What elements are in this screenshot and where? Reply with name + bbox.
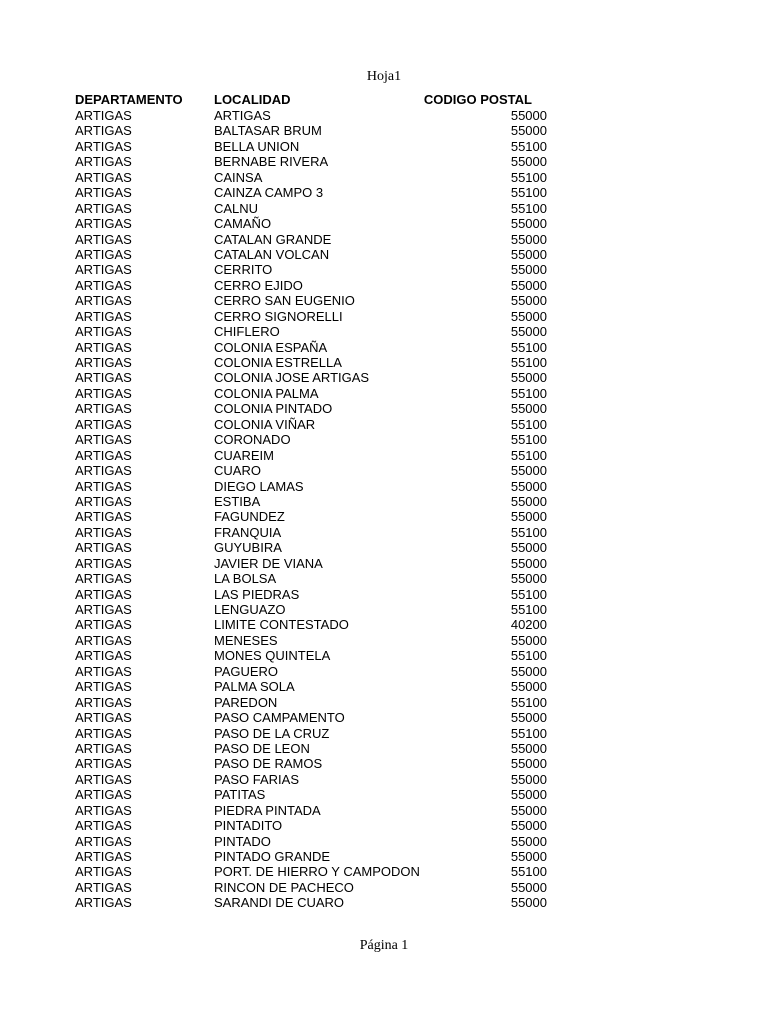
cell-departamento: ARTIGAS bbox=[75, 632, 132, 648]
cell-localidad: CUAREIM bbox=[214, 447, 274, 463]
cell-localidad: JAVIER DE VIANA bbox=[214, 555, 323, 571]
cell-codigo-postal: 55000 bbox=[510, 802, 547, 818]
table-row bbox=[75, 370, 555, 385]
table-row bbox=[75, 324, 555, 339]
table-row bbox=[75, 756, 555, 771]
cell-localidad: CATALAN VOLCAN bbox=[214, 246, 330, 262]
table-row bbox=[75, 123, 555, 138]
cell-codigo-postal: 55000 bbox=[510, 216, 547, 232]
cell-localidad: PASO DE RAMOS bbox=[214, 756, 323, 772]
cell-codigo-postal: 55000 bbox=[510, 478, 547, 494]
cell-departamento: ARTIGAS bbox=[75, 710, 132, 726]
cell-codigo-postal: 55000 bbox=[510, 509, 547, 525]
cell-departamento: ARTIGAS bbox=[75, 833, 132, 849]
cell-departamento: ARTIGAS bbox=[75, 339, 132, 355]
table-row bbox=[75, 247, 555, 262]
cell-departamento: ARTIGAS bbox=[75, 679, 132, 695]
cell-codigo-postal: 55000 bbox=[510, 540, 547, 556]
cell-codigo-postal: 55000 bbox=[510, 555, 547, 571]
cell-departamento: ARTIGAS bbox=[75, 308, 132, 324]
cell-departamento: ARTIGAS bbox=[75, 262, 132, 278]
cell-codigo-postal: 55000 bbox=[510, 493, 547, 509]
table-row bbox=[75, 741, 555, 756]
cell-codigo-postal: 55100 bbox=[510, 586, 547, 602]
cell-departamento: ARTIGAS bbox=[75, 293, 132, 309]
cell-codigo-postal: 55000 bbox=[510, 246, 547, 262]
cell-localidad: PAREDON bbox=[214, 694, 278, 710]
cell-localidad: CHIFLERO bbox=[214, 324, 280, 340]
cell-departamento: ARTIGAS bbox=[75, 463, 132, 479]
cell-departamento: ARTIGAS bbox=[75, 571, 132, 587]
table-row bbox=[75, 679, 555, 694]
cell-localidad: LA BOLSA bbox=[214, 571, 277, 587]
cell-localidad: CATALAN GRANDE bbox=[214, 231, 332, 247]
cell-localidad: CERRO SIGNORELLI bbox=[214, 308, 343, 324]
cell-departamento: ARTIGAS bbox=[75, 185, 132, 201]
cell-localidad: COLONIA ESTRELLA bbox=[214, 355, 342, 370]
sheet-title: Hoja1 bbox=[366, 69, 402, 84]
cell-localidad: GUYUBIRA bbox=[214, 540, 282, 556]
cell-departamento: ARTIGAS bbox=[75, 277, 132, 293]
cell-codigo-postal: 55000 bbox=[510, 108, 547, 123]
cell-localidad: CERRITO bbox=[214, 262, 273, 278]
cell-departamento: ARTIGAS bbox=[75, 216, 132, 232]
table-row bbox=[75, 710, 555, 725]
cell-codigo-postal: 55000 bbox=[510, 771, 547, 787]
table-row bbox=[75, 864, 555, 879]
cell-codigo-postal: 55000 bbox=[510, 787, 547, 803]
cell-localidad: CALNU bbox=[214, 200, 259, 216]
cell-departamento: ARTIGAS bbox=[75, 416, 132, 432]
table-row bbox=[75, 309, 555, 324]
cell-departamento: ARTIGAS bbox=[75, 694, 132, 710]
cell-departamento: ARTIGAS bbox=[75, 447, 132, 463]
cell-departamento: ARTIGAS bbox=[75, 385, 132, 401]
cell-departamento: ARTIGAS bbox=[75, 771, 132, 787]
header-localidad: LOCALIDAD bbox=[214, 92, 291, 107]
cell-localidad: LIMITE CONTESTADO bbox=[214, 617, 349, 633]
cell-localidad: ARTIGAS bbox=[214, 108, 271, 123]
cell-departamento: ARTIGAS bbox=[75, 478, 132, 494]
cell-departamento: ARTIGAS bbox=[75, 355, 132, 370]
cell-localidad: DIEGO LAMAS bbox=[214, 478, 304, 494]
cell-codigo-postal: 55000 bbox=[510, 370, 547, 386]
cell-departamento: ARTIGAS bbox=[75, 401, 132, 417]
cell-localidad: PINTADO bbox=[214, 833, 271, 849]
table-row bbox=[75, 108, 555, 123]
table-row bbox=[75, 787, 555, 802]
cell-localidad: COLONIA PALMA bbox=[214, 385, 319, 401]
cell-departamento: ARTIGAS bbox=[75, 138, 132, 154]
cell-departamento: ARTIGAS bbox=[75, 602, 132, 617]
cell-codigo-postal: 55100 bbox=[510, 864, 547, 880]
table-row bbox=[75, 170, 555, 185]
cell-codigo-postal: 55000 bbox=[510, 401, 547, 417]
header-departamento: DEPARTAMENTO bbox=[75, 92, 183, 107]
cell-codigo-postal: 55100 bbox=[510, 694, 547, 710]
cell-departamento: ARTIGAS bbox=[75, 370, 132, 386]
cell-localidad: BERNABE RIVERA bbox=[214, 154, 329, 170]
cell-localidad: COLONIA JOSE ARTIGAS bbox=[214, 370, 370, 386]
cell-localidad: FRANQUIA bbox=[214, 524, 282, 540]
table-row bbox=[75, 139, 555, 154]
cell-codigo-postal: 55000 bbox=[510, 277, 547, 293]
cell-codigo-postal: 40200 bbox=[510, 617, 547, 633]
table-header-row bbox=[75, 92, 555, 108]
cell-departamento: ARTIGAS bbox=[75, 802, 132, 818]
cell-localidad: CUARO bbox=[214, 463, 261, 479]
cell-codigo-postal: 55100 bbox=[510, 447, 547, 463]
cell-codigo-postal: 55000 bbox=[510, 756, 547, 772]
cell-departamento: ARTIGAS bbox=[75, 648, 132, 664]
table-row bbox=[75, 587, 555, 602]
table-row bbox=[75, 401, 555, 416]
table-row bbox=[75, 571, 555, 586]
cell-departamento: ARTIGAS bbox=[75, 756, 132, 772]
cell-codigo-postal: 55000 bbox=[510, 123, 547, 139]
cell-localidad: RINCON DE PACHECO bbox=[214, 879, 354, 895]
cell-codigo-postal: 55000 bbox=[510, 833, 547, 849]
cell-departamento: ARTIGAS bbox=[75, 849, 132, 864]
cell-departamento: ARTIGAS bbox=[75, 169, 132, 185]
cell-codigo-postal: 55100 bbox=[510, 200, 547, 216]
cell-codigo-postal: 55000 bbox=[510, 262, 547, 278]
table-row bbox=[75, 525, 555, 540]
table-row bbox=[75, 617, 555, 632]
cell-localidad: PASO DE LA CRUZ bbox=[214, 725, 330, 741]
table-row bbox=[75, 834, 555, 849]
table-row bbox=[75, 556, 555, 571]
cell-codigo-postal: 55100 bbox=[510, 138, 547, 154]
cell-codigo-postal: 55100 bbox=[510, 385, 547, 401]
cell-departamento: ARTIGAS bbox=[75, 725, 132, 741]
cell-departamento: ARTIGAS bbox=[75, 787, 132, 803]
table-row bbox=[75, 293, 555, 308]
cell-codigo-postal: 55000 bbox=[510, 463, 547, 479]
cell-codigo-postal: 55100 bbox=[510, 725, 547, 741]
table-row bbox=[75, 726, 555, 741]
cell-localidad: CERRO SAN EUGENIO bbox=[214, 293, 355, 309]
cell-departamento: ARTIGAS bbox=[75, 231, 132, 247]
cell-codigo-postal: 55000 bbox=[510, 632, 547, 648]
cell-localidad: PINTADO GRANDE bbox=[214, 849, 331, 864]
cell-codigo-postal: 55000 bbox=[510, 740, 547, 756]
cell-localidad: ESTIBA bbox=[214, 493, 261, 509]
cell-localidad: PORT. DE HIERRO Y CAMPODON bbox=[214, 864, 420, 880]
cell-codigo-postal: 55100 bbox=[510, 416, 547, 432]
cell-codigo-postal: 55000 bbox=[510, 231, 547, 247]
cell-localidad: CORONADO bbox=[214, 432, 291, 448]
cell-localidad: LAS PIEDRAS bbox=[214, 586, 300, 602]
cell-localidad: FAGUNDEZ bbox=[214, 509, 285, 525]
cell-departamento: ARTIGAS bbox=[75, 540, 132, 556]
cell-codigo-postal: 55000 bbox=[510, 879, 547, 895]
table-row bbox=[75, 633, 555, 648]
cell-localidad: CAINSA bbox=[214, 169, 263, 185]
cell-departamento: ARTIGAS bbox=[75, 524, 132, 540]
table-row bbox=[75, 602, 555, 617]
cell-departamento: ARTIGAS bbox=[75, 740, 132, 756]
cell-departamento: ARTIGAS bbox=[75, 895, 132, 911]
cell-departamento: ARTIGAS bbox=[75, 493, 132, 509]
table-row bbox=[75, 448, 555, 463]
table-row bbox=[75, 509, 555, 524]
cell-codigo-postal: 55100 bbox=[510, 339, 547, 355]
cell-departamento: ARTIGAS bbox=[75, 555, 132, 571]
cell-departamento: ARTIGAS bbox=[75, 200, 132, 216]
cell-departamento: ARTIGAS bbox=[75, 123, 132, 139]
cell-departamento: ARTIGAS bbox=[75, 586, 132, 602]
table-row bbox=[75, 278, 555, 293]
table-row bbox=[75, 432, 555, 447]
table-body bbox=[75, 108, 555, 911]
table-row bbox=[75, 540, 555, 555]
postal-code-table bbox=[75, 92, 555, 911]
cell-localidad: BELLA UNION bbox=[214, 138, 300, 154]
cell-localidad: PASO FARIAS bbox=[214, 771, 300, 787]
table-row bbox=[75, 479, 555, 494]
cell-departamento: ARTIGAS bbox=[75, 432, 132, 448]
cell-localidad: SARANDI DE CUARO bbox=[214, 895, 345, 911]
cell-localidad: CAINZA CAMPO 3 bbox=[214, 185, 324, 201]
cell-codigo-postal: 55100 bbox=[510, 169, 547, 185]
cell-departamento: ARTIGAS bbox=[75, 324, 132, 340]
cell-codigo-postal: 55100 bbox=[510, 648, 547, 664]
cell-localidad: BALTASAR BRUM bbox=[214, 123, 322, 139]
table-row bbox=[75, 417, 555, 432]
cell-localidad: PIEDRA PINTADA bbox=[214, 802, 321, 818]
cell-codigo-postal: 55000 bbox=[510, 849, 547, 864]
cell-codigo-postal: 55100 bbox=[510, 432, 547, 448]
table-row bbox=[75, 216, 555, 231]
cell-localidad: PAGUERO bbox=[214, 663, 279, 679]
cell-localidad: PASO DE LEON bbox=[214, 740, 310, 756]
table-row bbox=[75, 386, 555, 401]
cell-departamento: ARTIGAS bbox=[75, 154, 132, 170]
cell-localidad: COLONIA PINTADO bbox=[214, 401, 333, 417]
table-row bbox=[75, 154, 555, 169]
table-row bbox=[75, 648, 555, 663]
table-row bbox=[75, 340, 555, 355]
cell-codigo-postal: 55000 bbox=[510, 663, 547, 679]
cell-codigo-postal: 55100 bbox=[510, 602, 547, 617]
cell-departamento: ARTIGAS bbox=[75, 108, 132, 123]
header-codigo-postal: CODIGO POSTAL bbox=[423, 92, 532, 107]
cell-localidad: COLONIA ESPAÑA bbox=[214, 339, 328, 355]
cell-codigo-postal: 55000 bbox=[510, 679, 547, 695]
cell-departamento: ARTIGAS bbox=[75, 663, 132, 679]
table-row bbox=[75, 232, 555, 247]
table-row bbox=[75, 463, 555, 478]
cell-localidad: PATITAS bbox=[214, 787, 266, 803]
cell-codigo-postal: 55000 bbox=[510, 154, 547, 170]
cell-localidad: CERRO EJIDO bbox=[214, 277, 303, 293]
cell-codigo-postal: 55100 bbox=[510, 185, 547, 201]
cell-localidad: PALMA SOLA bbox=[214, 679, 295, 695]
table-row bbox=[75, 695, 555, 710]
cell-departamento: ARTIGAS bbox=[75, 818, 132, 834]
cell-departamento: ARTIGAS bbox=[75, 617, 132, 633]
cell-localidad: MENESES bbox=[214, 632, 278, 648]
table-row bbox=[75, 185, 555, 200]
table-row bbox=[75, 355, 555, 370]
table-row bbox=[75, 880, 555, 895]
cell-localidad: CAMAÑO bbox=[214, 216, 272, 232]
cell-codigo-postal: 55000 bbox=[510, 710, 547, 726]
table-row bbox=[75, 664, 555, 679]
cell-codigo-postal: 55100 bbox=[510, 524, 547, 540]
cell-codigo-postal: 55100 bbox=[510, 355, 547, 370]
table-row bbox=[75, 772, 555, 787]
cell-localidad: LENGUAZO bbox=[214, 602, 286, 617]
cell-localidad: PASO CAMPAMENTO bbox=[214, 710, 345, 726]
cell-localidad: PINTADITO bbox=[214, 818, 283, 834]
table-row bbox=[75, 803, 555, 818]
cell-codigo-postal: 55000 bbox=[510, 818, 547, 834]
cell-codigo-postal: 55000 bbox=[510, 324, 547, 340]
cell-codigo-postal: 55000 bbox=[510, 895, 547, 911]
table-row bbox=[75, 849, 555, 864]
cell-localidad: MONES QUINTELA bbox=[214, 648, 331, 664]
table-row bbox=[75, 494, 555, 509]
cell-codigo-postal: 55000 bbox=[510, 308, 547, 324]
cell-codigo-postal: 55000 bbox=[510, 293, 547, 309]
table-row bbox=[75, 201, 555, 216]
table-row bbox=[75, 895, 555, 910]
cell-departamento: ARTIGAS bbox=[75, 879, 132, 895]
table-row bbox=[75, 818, 555, 833]
cell-codigo-postal: 55000 bbox=[510, 571, 547, 587]
page-footer: Página 1 bbox=[359, 938, 409, 953]
cell-departamento: ARTIGAS bbox=[75, 246, 132, 262]
cell-localidad: COLONIA VIÑAR bbox=[214, 416, 316, 432]
table-row bbox=[75, 262, 555, 277]
cell-departamento: ARTIGAS bbox=[75, 864, 132, 880]
cell-departamento: ARTIGAS bbox=[75, 509, 132, 525]
